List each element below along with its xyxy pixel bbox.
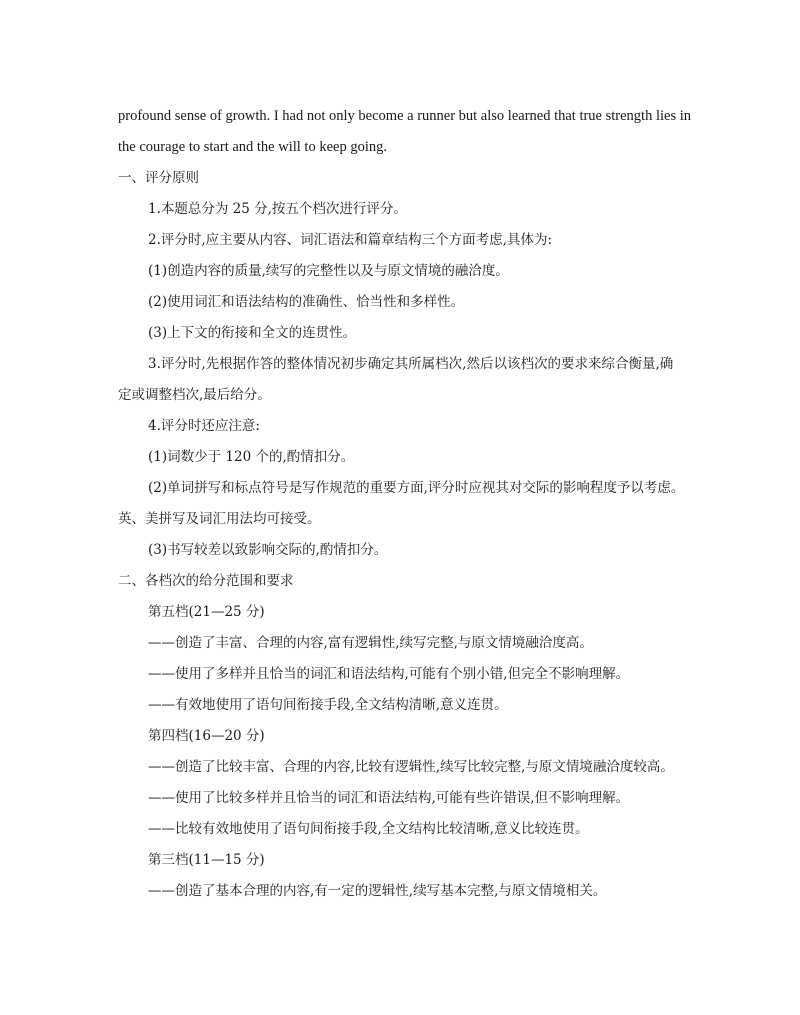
rule-subitem: (2)使用词汇和语法结构的准确性、恰当性和多样性。: [148, 294, 465, 310]
grade-criterion: ——创造了丰富、合理的内容,富有逻辑性,续写完整,与原文情境融洽度高。: [148, 635, 593, 651]
rule-subitem-continuation: 英、美拼写及词汇用法均可接受。: [118, 511, 321, 527]
rule-subitem: (1)词数少于 120 个的,酌情扣分。: [148, 449, 355, 465]
rule-item: 1.本题总分为 25 分,按五个档次进行评分。: [148, 201, 407, 217]
grade-level-heading: 第五档(21—25 分): [148, 604, 265, 620]
rule-item: 3.评分时,先根据作答的整体情况初步确定其所属档次,然后以该档次的要求来综合衡量,确: [148, 356, 674, 372]
grade-criterion: ——使用了多样并且恰当的词汇和语法结构,可能有个别小错,但完全不影响理解。: [148, 666, 630, 682]
section-heading: 一、评分原则: [118, 170, 199, 186]
grade-criterion: ——创造了基本合理的内容,有一定的逻辑性,续写基本完整,与原文情境相关。: [148, 883, 607, 899]
rule-item: 4.评分时还应注意:: [148, 418, 260, 434]
grade-level-heading: 第四档(16—20 分): [148, 728, 265, 744]
english-text-line: the courage to start and the will to keep going.: [118, 139, 387, 155]
rule-item: 2.评分时,应主要从内容、词汇语法和篇章结构三个方面考虑,具体为:: [148, 232, 553, 248]
grade-criterion: ——比较有效地使用了语句间衔接手段,全文结构比较清晰,意义比较连贯。: [148, 821, 589, 837]
section-heading: 二、各档次的给分范围和要求: [118, 573, 294, 589]
grade-level-heading: 第三档(11—15 分): [148, 852, 265, 868]
english-text-line: profound sense of growth. I had not only become a runner but also learned that true strength lies in: [118, 108, 691, 124]
rule-subitem: (2)单词拼写和标点符号是写作规范的重要方面,评分时应视其对交际的影响程度予以考虑。: [148, 480, 685, 496]
grade-criterion: ——使用了比较多样并且恰当的词汇和语法结构,可能有些许错误,但不影响理解。: [148, 790, 630, 806]
rule-subitem: (3)上下文的衔接和全文的连贯性。: [148, 325, 357, 341]
rule-subitem: (3)书写较差以致影响交际的,酌情扣分。: [148, 542, 388, 558]
grade-criterion: ——创造了比较丰富、合理的内容,比较有逻辑性,续写比较完整,与原文情境融洽度较高。: [148, 759, 674, 775]
grade-criterion: ——有效地使用了语句间衔接手段,全文结构清晰,意义连贯。: [148, 697, 508, 713]
rule-item-continuation: 定或调整档次,最后给分。: [118, 387, 271, 403]
rule-subitem: (1)创造内容的质量,续写的完整性以及与原文情境的融洽度。: [148, 263, 509, 279]
